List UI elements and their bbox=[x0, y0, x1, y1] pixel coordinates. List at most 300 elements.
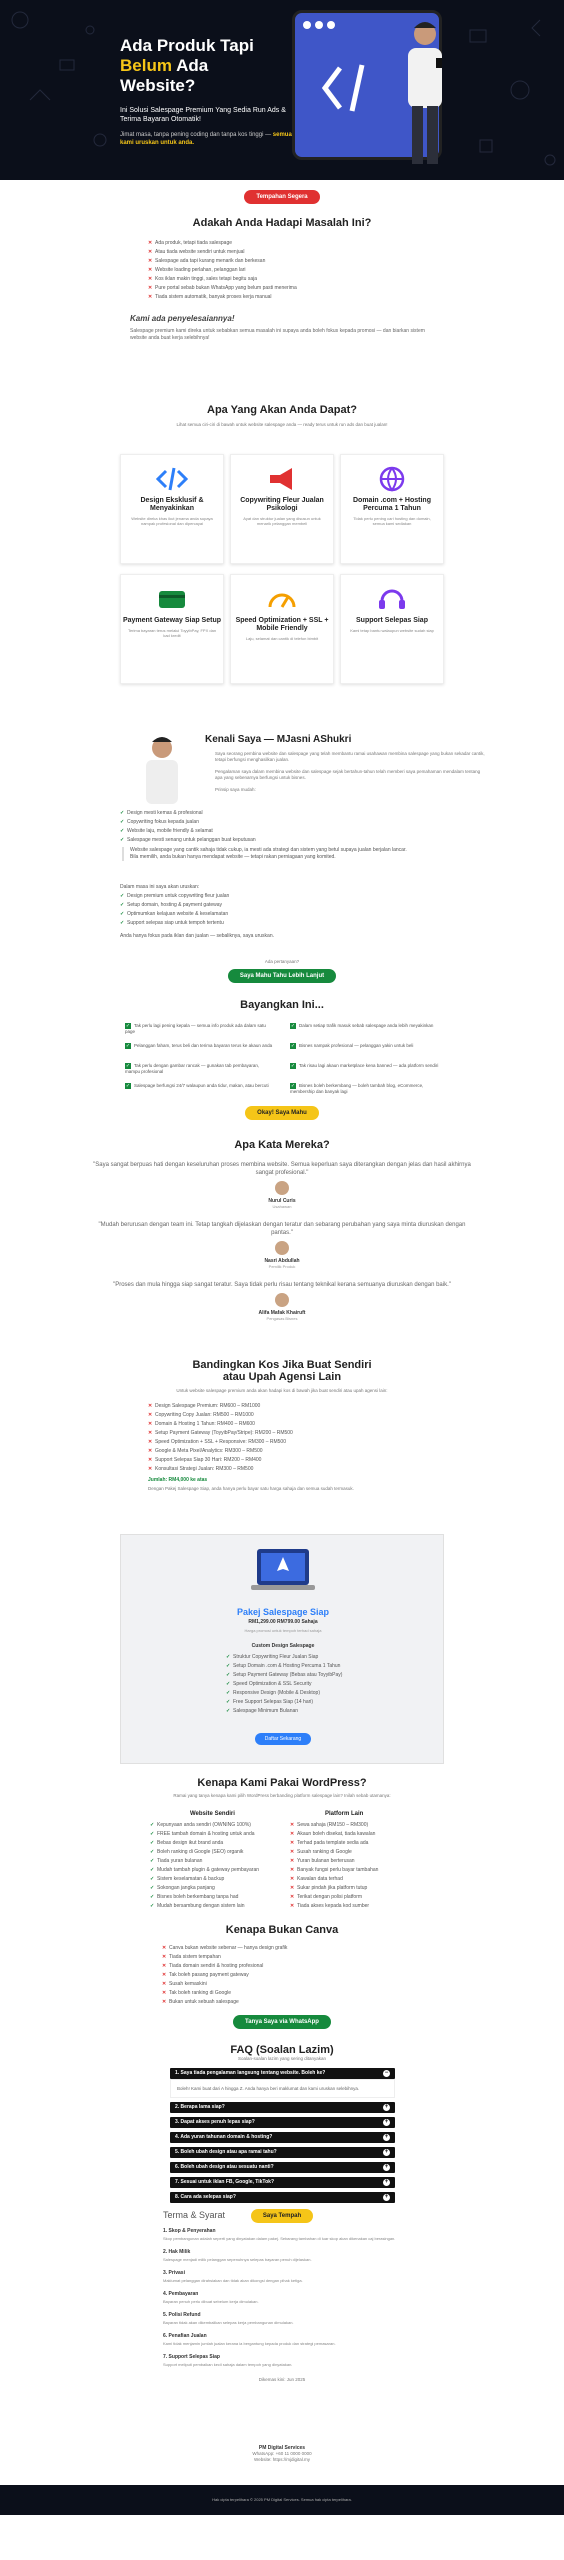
faq-question[interactable] bbox=[170, 2177, 395, 2188]
avatar bbox=[275, 1293, 289, 1307]
check-icon: ✓ bbox=[120, 828, 125, 834]
faq-question[interactable] bbox=[170, 2147, 395, 2158]
feature-card-desc: Terima bayaran terus melalui ToyyibPay, FPX dan kad kredit bbox=[127, 628, 217, 638]
list-item-text: Design mesti kemas & profesional bbox=[127, 810, 203, 816]
cross-icon: ✕ bbox=[148, 1439, 153, 1445]
list-item-text: Terikat dengan polisi platform bbox=[297, 1894, 363, 1900]
terms-heading: 1. Skop & Penyerahan bbox=[163, 2228, 216, 2234]
check-icon: ✓ bbox=[120, 837, 125, 843]
list-item-text: Sokongan jangka panjang bbox=[157, 1885, 215, 1891]
terms-paragraph: Bayaran tidak akan dikembalikan selepas kerja pembangunan dimulakan. bbox=[163, 2320, 294, 2325]
hero-text bbox=[120, 36, 295, 147]
faq-list bbox=[170, 2068, 564, 2203]
check-icon: ✓ bbox=[150, 1840, 155, 1846]
compare-item bbox=[148, 1438, 564, 1447]
faq-question-text: 1. Saya tiada pengalaman langsung tentang website. Boleh ke? bbox=[175, 2070, 326, 2076]
testimonial-role: Pengasas Bisnes bbox=[266, 1316, 298, 1321]
minus-icon: − bbox=[384, 2070, 389, 2076]
list-item-text: Setup Domain .com & Hosting Percuma 1 Tahun bbox=[233, 1663, 341, 1669]
list-item-text: Tak boleh pasang payment gateway bbox=[169, 1972, 249, 1978]
cross-icon: ✕ bbox=[290, 1858, 295, 1864]
imagine-item-text: Pelanggan faham, terus beli dan terima bayaran terus ke akaun anda bbox=[134, 1043, 273, 1048]
code-brackets-icon bbox=[320, 63, 380, 113]
person-illustration bbox=[400, 18, 450, 168]
payment-icon bbox=[156, 585, 188, 613]
testimonial-quote: "Saya sangat berpuas hati dengan keseluruhan proses membina website. Semua keperluan saya diterangkan dengan jelas dan hasil akhirnya sangat profesional." bbox=[93, 1162, 471, 1176]
check-icon: ✓ bbox=[150, 1885, 155, 1891]
testimonials-title: Apa Kata Mereka? bbox=[234, 1139, 330, 1151]
wordpress-left-item bbox=[150, 1884, 259, 1893]
faq-question[interactable] bbox=[170, 2162, 395, 2173]
terms-section bbox=[0, 2210, 564, 2440]
globe-icon bbox=[376, 465, 408, 493]
cross-icon: ✕ bbox=[148, 1430, 153, 1436]
compare-title-2: atau Upah Agensi Lain bbox=[222, 1371, 342, 1383]
problem-item bbox=[148, 248, 564, 257]
faq-question-text: 4. Ada yuran tahunan domain & hosting? bbox=[175, 2134, 273, 2140]
check-icon: ✓ bbox=[226, 1708, 231, 1714]
list-item-text: Support selepas siap untuk tempoh tertentu bbox=[127, 920, 224, 926]
wordpress-left-item bbox=[150, 1902, 259, 1911]
cross-icon: ✕ bbox=[290, 1876, 295, 1882]
plus-icon: + bbox=[384, 2119, 389, 2125]
list-item-text: Free Support Selepas Siap (14 hari) bbox=[233, 1699, 314, 1705]
imagine-item bbox=[125, 1063, 275, 1075]
testimonial bbox=[0, 1281, 564, 1321]
list-item-text: Design Salespage Premium: RM600 – RM1000 bbox=[155, 1403, 261, 1409]
terms-title: Terma & Syarat bbox=[163, 2210, 226, 2220]
testimonial-quote: "Mudah berurusan dengan team ini. Tetap tangkah dijelaskan dengan teratur dan sebarang perubahan yang saya minta diuruskan dengan pantas." bbox=[98, 1222, 466, 1236]
imagine-item bbox=[290, 1063, 440, 1069]
list-item-text: Speed Optimization & SSL Security bbox=[233, 1681, 312, 1687]
wordpress-right-item bbox=[290, 1830, 378, 1839]
plus-icon: + bbox=[384, 2164, 389, 2170]
testimonial-role: Pemilik Produk bbox=[268, 1264, 296, 1269]
wordpress-right-item bbox=[290, 1875, 378, 1884]
window-dot-icon bbox=[315, 21, 323, 29]
cross-icon: ✕ bbox=[162, 1990, 167, 1996]
company-name: PM Digital Services bbox=[258, 2445, 306, 2451]
wordpress-left-title: Website Sendiri bbox=[190, 1811, 235, 1817]
wordpress-right-list bbox=[290, 1821, 378, 1911]
speed-icon bbox=[266, 585, 298, 613]
list-item-text: Salespage Minimum Bulanan bbox=[233, 1708, 299, 1714]
canva-item bbox=[162, 1998, 564, 2007]
check-icon: ✓ bbox=[226, 1654, 231, 1660]
wordpress-left-item bbox=[150, 1893, 259, 1902]
list-item-text: Setup domain, hosting & payment gateway bbox=[127, 902, 223, 908]
check-icon: ✓ bbox=[125, 1023, 131, 1029]
terms-paragraph: Bayaran penuh perlu dibuat sebelum kerja dimulakan. bbox=[163, 2299, 259, 2304]
feature-card-title: Support Selepas Siap bbox=[356, 617, 428, 624]
testimonial-name: Nasri Abdullah bbox=[264, 1258, 300, 1264]
about-list bbox=[120, 892, 229, 928]
canva-list bbox=[162, 1944, 564, 2007]
list-item-text: Pure portal sebab bukan WhatsApp yang belum pasti menerima bbox=[155, 285, 297, 291]
imagine-item-text: Dalam setiap trafik masuk sebab salespage anda lebih meyakinkan bbox=[299, 1023, 434, 1028]
faq-question-text: 6. Boleh ubah design atau sesuatu nanti? bbox=[175, 2164, 274, 2170]
wordpress-subtitle: Ramai yang tanya kenapa kami pilih WordPress berbanding platform salespage lain? Inilah sebab utamanya: bbox=[173, 1793, 391, 1798]
window-dot-icon bbox=[327, 21, 335, 29]
feature-card bbox=[230, 454, 334, 564]
cross-icon: ✕ bbox=[148, 1403, 153, 1409]
terms-heading: 2. Hak Milik bbox=[163, 2249, 191, 2255]
terms-paragraph: Kami tidak menjamin jumlah jualan kerana ia bergantung kepada produk dan strategi pemasaran. bbox=[163, 2341, 336, 2346]
company-line2: WhatsApp: +60 11 0000 0000 bbox=[252, 2451, 312, 2456]
list-item-text: Tak boleh ranking di Google bbox=[169, 1990, 231, 1996]
cross-icon: ✕ bbox=[162, 1945, 167, 1951]
check-icon: ✓ bbox=[150, 1903, 155, 1909]
cross-icon: ✕ bbox=[148, 1448, 153, 1454]
list-item-text: Optimumkan kelajuan website & keselamatan bbox=[127, 911, 229, 917]
hero-title-highlight: Belum bbox=[120, 56, 172, 75]
wordpress-section bbox=[0, 1769, 564, 1924]
testimonials-section bbox=[0, 1129, 564, 1349]
terms-updated: Dikemas kini: Jun 2025 bbox=[258, 2377, 306, 2382]
about-checks bbox=[120, 809, 256, 845]
footer bbox=[0, 2485, 564, 2515]
faq-question-text: 3. Dapat akses penuh lepas siap? bbox=[175, 2119, 255, 2125]
feature-card bbox=[230, 574, 334, 684]
cross-icon: ✕ bbox=[162, 1963, 167, 1969]
check-icon: ✓ bbox=[125, 1083, 131, 1089]
imagine-item-text: Tak perlu dengan gambar rancak — gunakan tab pembayaran, mampu profesional bbox=[125, 1063, 260, 1074]
cta-mid-section bbox=[0, 959, 564, 999]
problems-title: Adakah Anda Hadapi Masalah Ini? bbox=[192, 217, 372, 229]
list-item-text: Kepunyaan anda sendiri (OWNING 100%) bbox=[157, 1822, 251, 1828]
list-item-text: Mudah tambah plugin & gateway pembayaran bbox=[157, 1867, 260, 1873]
package-sub: Harga promosi untuk tempoh terhad sahaja bbox=[244, 1628, 322, 1633]
learn-more-button[interactable]: Saya Mahu Tahu Lebih Lanjut bbox=[228, 969, 336, 983]
about-check-item bbox=[120, 809, 256, 818]
check-icon: ✓ bbox=[120, 920, 125, 926]
check-icon: ✓ bbox=[226, 1699, 231, 1705]
faq-question-text: 8. Cara ada selepas siap? bbox=[175, 2194, 236, 2200]
faq-question[interactable] bbox=[170, 2117, 395, 2128]
cross-icon: ✕ bbox=[290, 1885, 295, 1891]
list-item-text: Salespage ada tapi kurang menarik dan berkesan bbox=[155, 258, 266, 264]
wordpress-left-item bbox=[150, 1866, 259, 1875]
compare-item bbox=[148, 1420, 564, 1429]
compare-item bbox=[148, 1429, 564, 1438]
window-dot-icon bbox=[303, 21, 311, 29]
compare-total: Jumlah: RM4,000 ke atas bbox=[148, 1477, 208, 1483]
whatsapp-button[interactable]: Tanya Saya via WhatsApp bbox=[233, 2015, 331, 2029]
list-item-text: Akaun boleh disekat, tiada kawalan bbox=[297, 1831, 376, 1837]
check-icon: ✓ bbox=[150, 1831, 155, 1837]
cross-icon: ✕ bbox=[148, 249, 153, 255]
feature-card bbox=[340, 454, 444, 564]
hero-title-line1: Ada Produk Tapi bbox=[120, 36, 254, 55]
about-paragraphs bbox=[215, 751, 485, 793]
compare-note: Dengan Pakej Salespage Siap, anda hanya perlu bayar satu harga sahaja dan semua sudah termasuk. bbox=[148, 1486, 354, 1491]
wordpress-right-item bbox=[290, 1821, 378, 1830]
faq-question[interactable] bbox=[170, 2192, 395, 2203]
canva-item bbox=[162, 1980, 564, 1989]
list-item-text: Kawalan data terhad bbox=[297, 1876, 343, 1882]
check-icon: ✓ bbox=[120, 902, 125, 908]
list-item-text: Susah ranking di Google bbox=[297, 1849, 352, 1855]
solution-text: Salespage premium kami direka untuk sebabkan semua masalah ini supaya anda boleh fokus kepada promosi — dan biarkan sistem website anda buat kerja selebihnya! bbox=[130, 328, 425, 341]
testimonial-name: Nurul Curis bbox=[268, 1198, 296, 1204]
imagine-title: Bayangkan Ini... bbox=[240, 999, 324, 1011]
problem-item bbox=[148, 293, 564, 302]
imagine-item bbox=[290, 1043, 440, 1049]
check-icon: ✓ bbox=[125, 1043, 131, 1049]
canva-item bbox=[162, 1944, 564, 1953]
list-item-text: Responsive Design (Mobile & Desktop) bbox=[233, 1690, 320, 1696]
company-line3[interactable]: Website: https://mjdigital.my bbox=[254, 2457, 310, 2462]
list-item-text: Website loading perlahan, pelanggan lari bbox=[155, 267, 246, 273]
faq-answer: Boleh! Kami buat dari A hingga Z. Anda hanya beri maklumat dan kami uruskan selebihnya. bbox=[170, 2079, 395, 2098]
feature-card-title: Speed Optimization + SSL + Mobile Friendly bbox=[235, 617, 329, 632]
terms-heading: 4. Pembayaran bbox=[163, 2291, 199, 2297]
cross-icon: ✕ bbox=[148, 294, 153, 300]
offer-title: Apa Yang Akan Anda Dapat? bbox=[207, 404, 357, 416]
faq-question[interactable] bbox=[170, 2068, 395, 2079]
avatar bbox=[275, 1241, 289, 1255]
imagine-item-text: Bisnes nampak profesional — pelanggan yakin untuk beli bbox=[299, 1043, 414, 1048]
problems-section bbox=[0, 217, 564, 392]
imagine-grid bbox=[0, 1011, 564, 1106]
terms-heading: 7. Support Selepas Siap bbox=[163, 2354, 220, 2360]
cross-icon: ✕ bbox=[162, 1981, 167, 1987]
imagine-item-text: Bisnes boleh berkembang — boleh tambah blog, eCommerce, membership dan banyak lagi bbox=[290, 1083, 424, 1094]
book-now-button[interactable]: Tempahan Segera bbox=[244, 190, 319, 204]
cross-icon: ✕ bbox=[148, 1457, 153, 1463]
cross-icon: ✕ bbox=[290, 1903, 295, 1909]
hero-subtitle: Ini Solusi Salespage Premium Yang Sedia Run Ads & Terima Bayaran Otomatik! bbox=[120, 107, 286, 123]
check-icon: ✓ bbox=[125, 1063, 131, 1069]
feature-card-desc: Tidak perlu pening cari hosting dan domain, semua kami sediakan bbox=[353, 516, 431, 526]
about-title: Kenali Saya — MJasni AShukri bbox=[205, 734, 352, 745]
cross-icon: ✕ bbox=[148, 285, 153, 291]
imagine-section bbox=[0, 999, 564, 1129]
testimonials-list bbox=[0, 1161, 564, 1321]
testimonial-name: Alifa Mafak Khairuft bbox=[258, 1310, 306, 1316]
faq-question-text: 7. Sesuai untuk iklan FB, Google, TikTok? bbox=[175, 2179, 274, 2185]
list-item-text: Support Selepas Siap 30 Hari: RM200 – RM400 bbox=[155, 1457, 262, 1463]
faq-question-text: 5. Boleh ubah design atau apa ramai tahu? bbox=[175, 2149, 277, 2155]
wordpress-title: Kenapa Kami Pakai WordPress? bbox=[197, 1777, 367, 1789]
list-item-text: Boleh ranking di Google (SEO) organik bbox=[157, 1849, 244, 1855]
hero-title-line2: Ada bbox=[176, 56, 209, 75]
list-item-text: Sewa sahaja (RM150 – RM300) bbox=[297, 1822, 369, 1828]
imagine-item bbox=[290, 1083, 440, 1095]
cross-icon: ✕ bbox=[148, 276, 153, 282]
wordpress-left-item bbox=[150, 1848, 259, 1857]
list-item-text: Susah kemaskini bbox=[169, 1981, 207, 1987]
feature-card bbox=[340, 574, 444, 684]
list-item-text: Sukar pindah jika platform tutup bbox=[297, 1885, 368, 1891]
problem-item bbox=[148, 284, 564, 293]
okay-button[interactable]: Okay! Saya Mahu bbox=[245, 1106, 319, 1120]
wordpress-right-item bbox=[290, 1857, 378, 1866]
compare-item bbox=[148, 1456, 564, 1465]
about-footer-line: Anda hanya fokus pada iklan dan jualan — sebaliknya, saya uruskan. bbox=[120, 933, 274, 939]
feature-card bbox=[120, 454, 224, 564]
wordpress-left-item bbox=[150, 1857, 259, 1866]
list-item-text: Terhad pada template sedia ada bbox=[297, 1840, 369, 1846]
list-item-text: Tiada sistem tempahan bbox=[169, 1954, 221, 1960]
list-item-text: Struktur Copywriting Fleur Jualan Siap bbox=[233, 1654, 319, 1660]
compare-item bbox=[148, 1465, 564, 1474]
company-section bbox=[0, 2440, 564, 2485]
list-item-text: Google & Meta Pixel/Analytics: RM300 – RM500 bbox=[155, 1448, 263, 1454]
faq-title: FAQ (Soalan Lazim) bbox=[230, 2044, 334, 2056]
feature-card-desc: Laju, selamat dan cantik di telefon bimbit bbox=[245, 636, 319, 641]
cross-icon: ✕ bbox=[290, 1894, 295, 1900]
list-item-text: Yuran bulanan berterusan bbox=[297, 1858, 355, 1864]
offer-subtitle: Lihat semua ciri-ciri di bawah untuk website salespage anda — ready terus untuk run ads dan buat jualan! bbox=[176, 422, 388, 427]
package-features-title: Custom Design Salespage bbox=[251, 1643, 315, 1649]
package-feature bbox=[226, 1680, 342, 1689]
support-icon bbox=[376, 585, 408, 613]
check-icon: ✓ bbox=[226, 1672, 231, 1678]
wordpress-left-item bbox=[150, 1830, 259, 1839]
imagine-item-text: Tak risau lagi akaun marketplace kena banned — ada platform sendiri bbox=[299, 1063, 439, 1068]
canva-item bbox=[162, 1971, 564, 1980]
book-button[interactable]: Saya Tempah bbox=[251, 2209, 313, 2223]
terms-paragraph: Support meliputi pembaikan kecil sahaja dalam tempoh yang dinyatakan. bbox=[163, 2362, 293, 2367]
check-icon: ✓ bbox=[150, 1849, 155, 1855]
wordpress-right-title: Platform Lain bbox=[325, 1811, 364, 1817]
list-item-text: Konsultasi Strategi Jualan: RM300 – RM500 bbox=[155, 1466, 254, 1472]
cross-icon: ✕ bbox=[290, 1831, 295, 1837]
list-item-text: FREE tambah domain & hosting untuk anda bbox=[157, 1831, 255, 1837]
about-quote-text: Website salespage yang cantik sahaja tidak cukup, ia mesti ada strategi dan sistem yang betul supaya jualan berjalan lancar. bbox=[130, 847, 407, 853]
about-list-item bbox=[120, 901, 229, 910]
about-para-3: Prinsip saya mudah: bbox=[215, 787, 256, 792]
avatar bbox=[275, 1181, 289, 1195]
problems-list bbox=[148, 239, 564, 302]
cross-icon: ✕ bbox=[148, 258, 153, 264]
wordpress-left-item bbox=[150, 1839, 259, 1848]
about-list-item bbox=[120, 910, 229, 919]
plus-icon: + bbox=[384, 2104, 389, 2110]
solution-title: Kami ada penyelesaiannya! bbox=[130, 314, 235, 323]
list-item-text: Tiada yuran bulanan bbox=[157, 1858, 203, 1864]
register-button[interactable]: Daftar Sekarang bbox=[255, 1733, 311, 1745]
terms-paragraph: Maklumat pelanggan dirahsiakan dan tidak akan dikongsi dengan pihak ketiga. bbox=[163, 2278, 303, 2283]
list-item-text: Atau tiada website sendiri untuk menjual bbox=[155, 249, 245, 255]
faq-question[interactable] bbox=[170, 2132, 395, 2143]
cross-icon: ✕ bbox=[290, 1822, 295, 1828]
about-para-2: Pengalaman saya dalam membina website dan salespage sejak bertahun-tahun telah memberi saya pemahaman mendalam tentang apa yang sebenarnya berfungsi untuk bisnes. bbox=[215, 769, 481, 780]
problem-item bbox=[148, 266, 564, 275]
list-item-text: Speed Optimization + SSL + Responsive: RM300 – RM500 bbox=[155, 1439, 286, 1445]
list-item-text: Ada produk, tetapi tiada salespage bbox=[155, 240, 232, 246]
package-feature bbox=[226, 1671, 342, 1680]
megaphone-icon bbox=[266, 465, 298, 493]
cross-icon: ✕ bbox=[290, 1849, 295, 1855]
cta-mid-label: Ada pertanyaan? bbox=[264, 959, 300, 964]
wordpress-right-item bbox=[290, 1893, 378, 1902]
wordpress-left-item bbox=[150, 1875, 259, 1884]
imagine-item bbox=[125, 1043, 275, 1049]
problem-item bbox=[148, 275, 564, 284]
check-icon: ✓ bbox=[120, 810, 125, 816]
about-list-item bbox=[120, 892, 229, 901]
imagine-item bbox=[125, 1023, 275, 1035]
cross-icon: ✕ bbox=[290, 1840, 295, 1846]
imagine-item bbox=[290, 1023, 440, 1029]
feature-card-desc: Website direka khas ikut jenama anda supaya nampak profesional dan dipercayai bbox=[131, 516, 213, 526]
check-icon: ✓ bbox=[226, 1681, 231, 1687]
rocket-laptop-icon bbox=[251, 1545, 315, 1601]
package-feature bbox=[226, 1653, 342, 1662]
wordpress-right-item bbox=[290, 1884, 378, 1893]
check-icon: ✓ bbox=[150, 1822, 155, 1828]
terms-heading: 6. Penafian Jualan bbox=[163, 2333, 207, 2339]
cross-icon: ✕ bbox=[148, 1421, 153, 1427]
imagine-item-text: Salespage berfungsi 24/7 walaupun anda tidur, makan, atau bercuti bbox=[134, 1083, 269, 1088]
about-list-title: Dalam masa ini saya akan uruskan: bbox=[120, 884, 200, 890]
package-feature bbox=[226, 1689, 342, 1698]
list-item-text: Domain & Hosting 1 Tahun: RM400 – RM600 bbox=[155, 1421, 255, 1427]
terms-paragraph: Skop pembangunan adalah seperti yang dinyatakan dalam pakej. Sebarang tambahan di luar skop akan dikenakan caj berasingan. bbox=[163, 2236, 396, 2241]
hero-title bbox=[120, 36, 295, 96]
list-item-text: Setup Payment Gateway (ToyyibPay/Stripe): RM200 – RM500 bbox=[155, 1430, 293, 1436]
list-item-text: Canva bukan website sebenar — hanya design grafik bbox=[169, 1945, 288, 1951]
canva-section bbox=[0, 1924, 564, 2044]
offer-section bbox=[0, 404, 564, 729]
about-list-item bbox=[120, 919, 229, 928]
wordpress-right-item bbox=[290, 1902, 378, 1911]
check-icon: ✓ bbox=[150, 1894, 155, 1900]
list-item-text: Bisnes boleh berkembang tanpa had bbox=[157, 1894, 239, 1900]
check-icon: ✓ bbox=[290, 1023, 296, 1029]
cross-icon: ✕ bbox=[148, 1466, 153, 1472]
list-item-text: Tiada akses kepada kod sumber bbox=[297, 1903, 370, 1909]
compare-list bbox=[148, 1402, 564, 1474]
list-item-text: Sistem keselamatan & backup bbox=[157, 1876, 225, 1882]
testimonial-role: Usahawan bbox=[272, 1204, 292, 1209]
canva-title: Kenapa Bukan Canva bbox=[225, 1924, 339, 1936]
package-price: RM1,299.00 RM799.00 Sahaja bbox=[248, 1619, 318, 1625]
check-icon: ✓ bbox=[150, 1867, 155, 1873]
package-features bbox=[226, 1653, 342, 1716]
feature-card-title: Domain .com + Hosting Percuma 1 Tahun bbox=[353, 497, 431, 512]
package-feature bbox=[226, 1698, 342, 1707]
cta-top-section bbox=[0, 180, 564, 205]
list-item-text: Mudah bersambung dengan sistem lain bbox=[157, 1903, 245, 1909]
package-feature bbox=[226, 1707, 342, 1716]
feature-card-title: Payment Gateway Siap Setup bbox=[122, 617, 222, 624]
check-icon: ✓ bbox=[120, 819, 125, 825]
wordpress-left-item bbox=[150, 1821, 259, 1830]
check-icon: ✓ bbox=[120, 893, 125, 899]
compare-subtitle: Untuk website salespage premium anda akan hadapi kos di bawah jika buat sendiri atau upah agensi lain: bbox=[176, 1388, 388, 1393]
compare-item bbox=[148, 1411, 564, 1420]
package-title: Pakej Salespage Siap bbox=[236, 1607, 330, 1617]
check-icon: ✓ bbox=[150, 1858, 155, 1864]
cross-icon: ✕ bbox=[162, 1972, 167, 1978]
plus-icon: + bbox=[384, 2194, 389, 2200]
compare-item bbox=[148, 1447, 564, 1456]
list-item-text: Bebas design ikut brand anda bbox=[157, 1840, 224, 1846]
hero-desc-highlight: semua kami uruskan untuk anda. bbox=[120, 132, 292, 146]
check-icon: ✓ bbox=[290, 1083, 296, 1089]
list-item-text: Salespage mesti senang untuk pelanggan buat keputusan bbox=[127, 837, 256, 843]
code-icon bbox=[156, 465, 188, 493]
about-check-item bbox=[120, 818, 256, 827]
faq-question[interactable] bbox=[170, 2102, 395, 2113]
faq-subtitle: Soalan-soalan lazim yang sering ditanyakan bbox=[237, 2056, 327, 2061]
package-feature bbox=[226, 1662, 342, 1671]
cross-icon: ✕ bbox=[162, 1999, 167, 2005]
canva-item bbox=[162, 1953, 564, 1962]
